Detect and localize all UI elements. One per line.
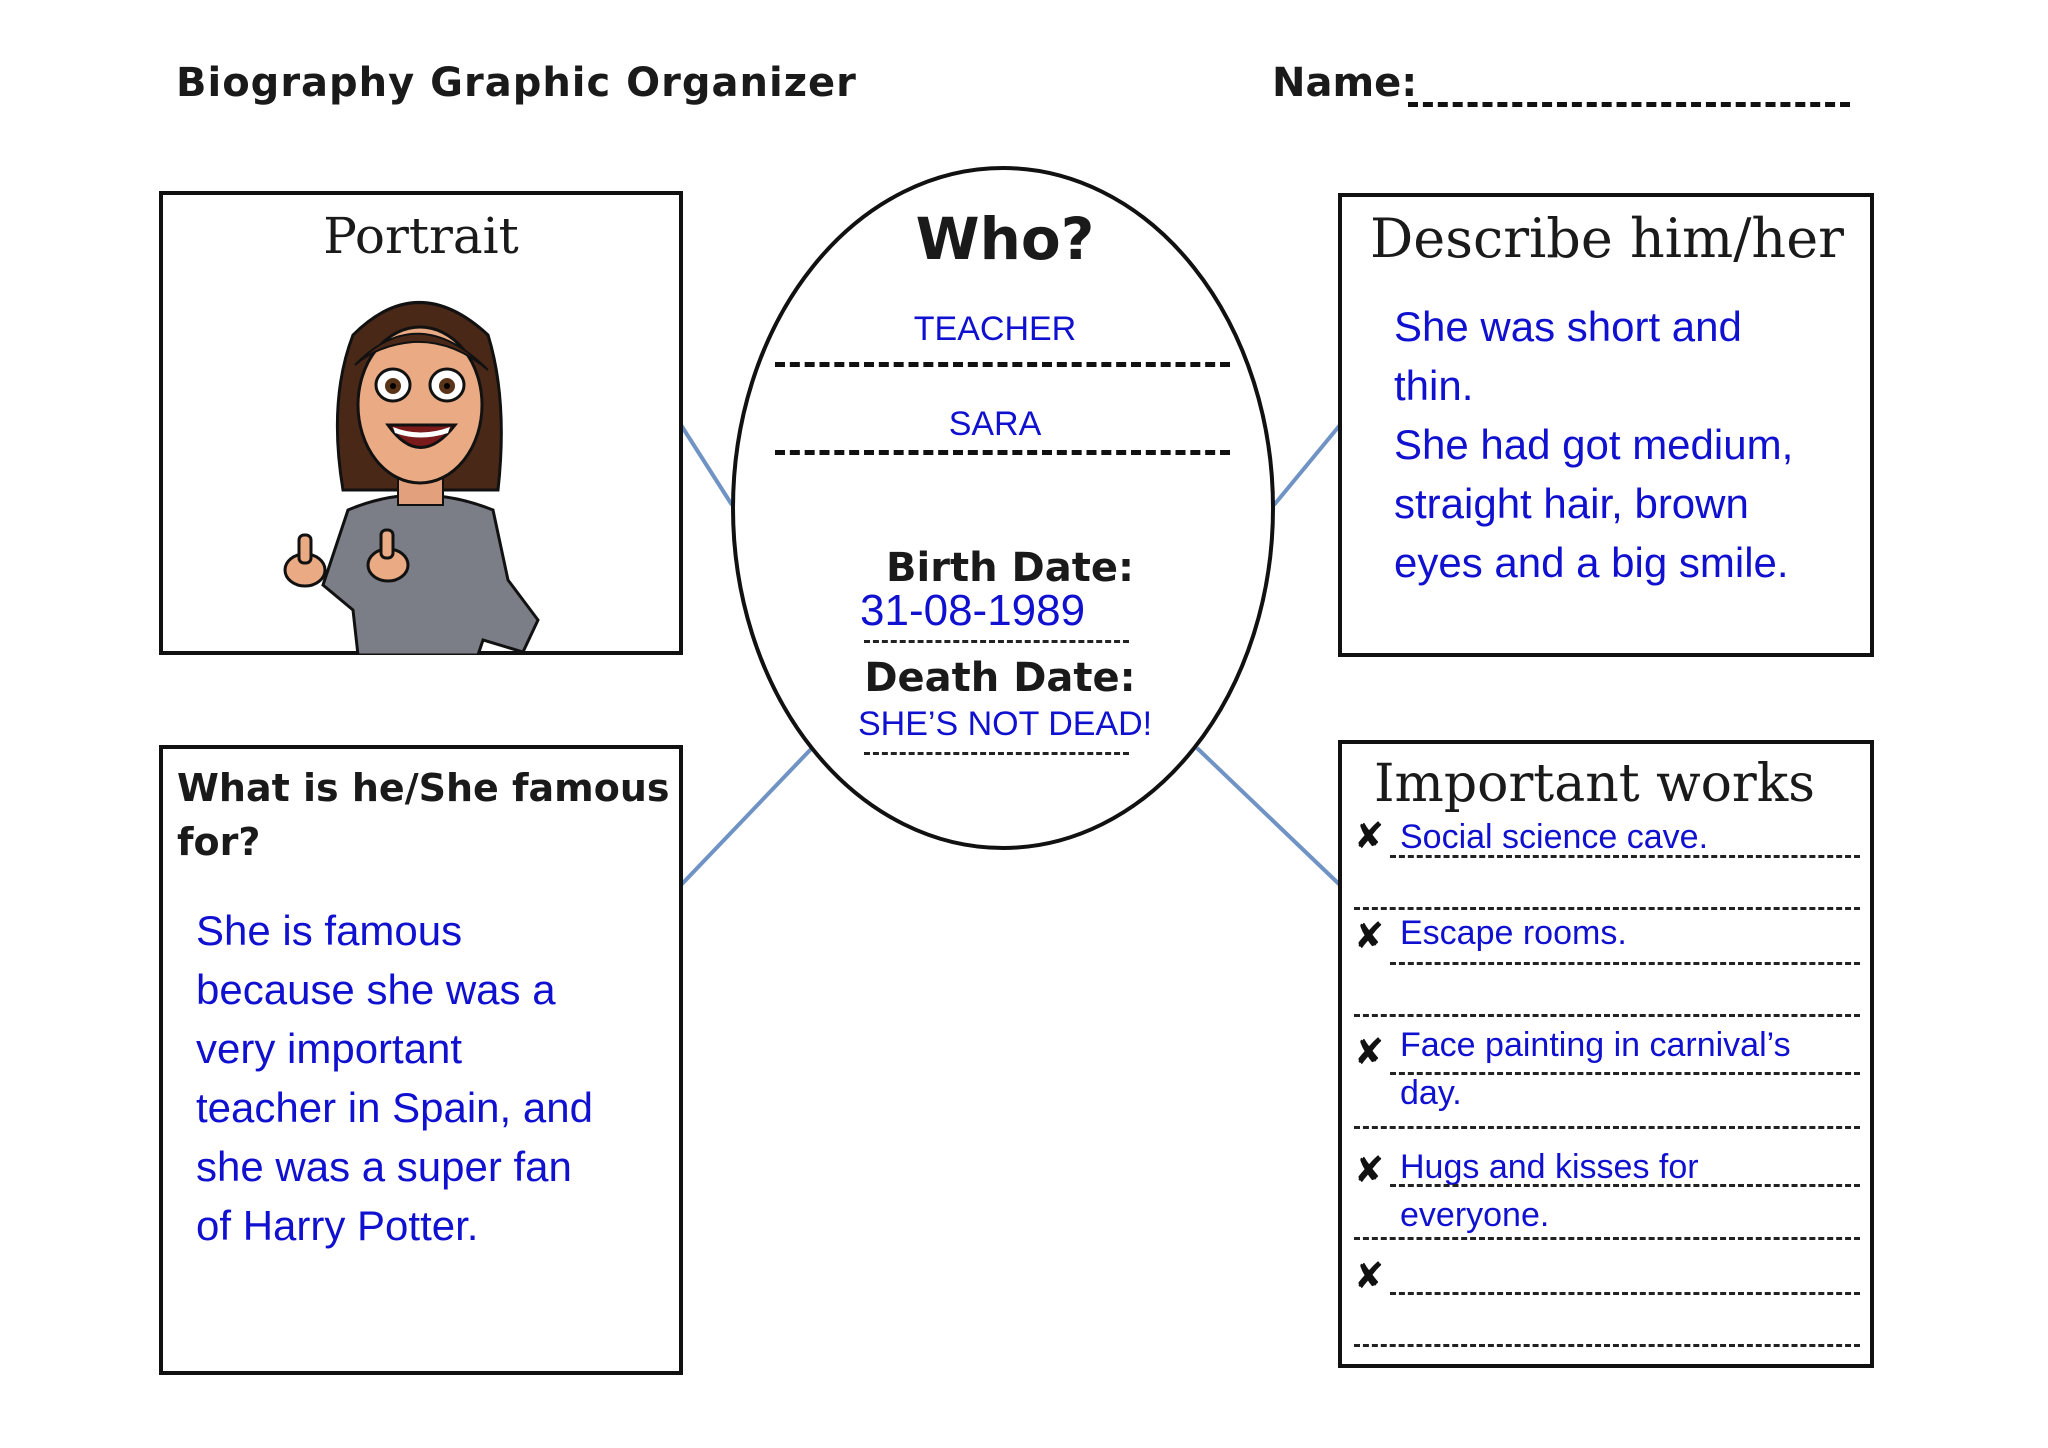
works-item-line <box>1390 855 1860 858</box>
who-heading: Who? <box>915 205 1095 273</box>
describe-heading: Describe him/her <box>1370 207 1844 270</box>
works-item-text: everyone. <box>1400 1196 1550 1234</box>
famous-text <box>196 901 593 1255</box>
x-mark-icon: ✘ <box>1354 816 1385 857</box>
who-line2 <box>775 450 1230 455</box>
famous-heading-line: What is he/She famous <box>177 766 670 810</box>
describe-line: She had got medium, <box>1394 421 1794 468</box>
x-mark-icon: ✘ <box>1354 1032 1385 1073</box>
death-date-value: SHE’S NOT DEAD! <box>858 705 1153 743</box>
describe-line: thin. <box>1394 362 1474 409</box>
works-item-line <box>1354 907 1860 910</box>
famous-heading <box>177 761 670 869</box>
who-line2-value: SARA <box>948 405 1042 443</box>
x-mark-icon: ✘ <box>1354 1150 1385 1191</box>
famous-box <box>159 745 683 1375</box>
famous-line: because she was a <box>196 966 556 1013</box>
describe-text <box>1394 297 1793 592</box>
page-title: Biography Graphic Organizer <box>176 60 857 106</box>
works-item-line <box>1390 1292 1860 1295</box>
works-item-line <box>1390 962 1860 965</box>
describe-line: eyes and a big smile. <box>1394 539 1789 586</box>
famous-line: teacher in Spain, and <box>196 1084 593 1131</box>
birth-date-value: 31-08-1989 <box>860 586 1086 635</box>
works-item-text: Social science cave. <box>1400 818 1709 856</box>
works-heading: Important works <box>1374 754 1815 814</box>
death-date-line <box>864 752 1129 755</box>
portrait-box <box>159 191 683 655</box>
x-mark-icon: ✘ <box>1354 1256 1385 1297</box>
describe-box <box>1338 193 1874 657</box>
works-item-text: day. <box>1400 1074 1462 1112</box>
describe-line: straight hair, brown <box>1394 480 1749 527</box>
famous-line: She is famous <box>196 907 463 954</box>
works-item-line <box>1354 1344 1860 1347</box>
works-item-line <box>1354 1237 1860 1240</box>
who-line1 <box>775 362 1230 367</box>
who-line1-value: TEACHER <box>913 310 1077 348</box>
describe-line: She was short and <box>1394 303 1742 350</box>
death-date-label: Death Date: <box>864 655 1136 701</box>
birth-date-line <box>864 640 1129 643</box>
works-item-text: Face painting in carnival’s <box>1400 1026 1791 1064</box>
works-item-text: Escape rooms. <box>1400 914 1627 952</box>
x-mark-icon: ✘ <box>1354 916 1385 957</box>
works-item-line <box>1354 1014 1860 1017</box>
works-item-line <box>1390 1184 1860 1187</box>
works-box <box>1338 740 1874 1368</box>
portrait-heading: Portrait <box>323 207 519 265</box>
birth-date-label: Birth Date: <box>886 545 1134 591</box>
name-field-line <box>1408 102 1850 107</box>
famous-line: of Harry Potter. <box>196 1202 479 1249</box>
famous-heading-line: for? <box>177 820 261 864</box>
famous-line: she was a super fan <box>196 1143 572 1190</box>
works-item-text: Hugs and kisses for <box>1400 1148 1699 1186</box>
famous-line: very important <box>196 1025 463 1072</box>
name-label: Name: <box>1272 60 1418 106</box>
avatar <box>283 280 553 655</box>
works-item-line <box>1354 1126 1860 1129</box>
